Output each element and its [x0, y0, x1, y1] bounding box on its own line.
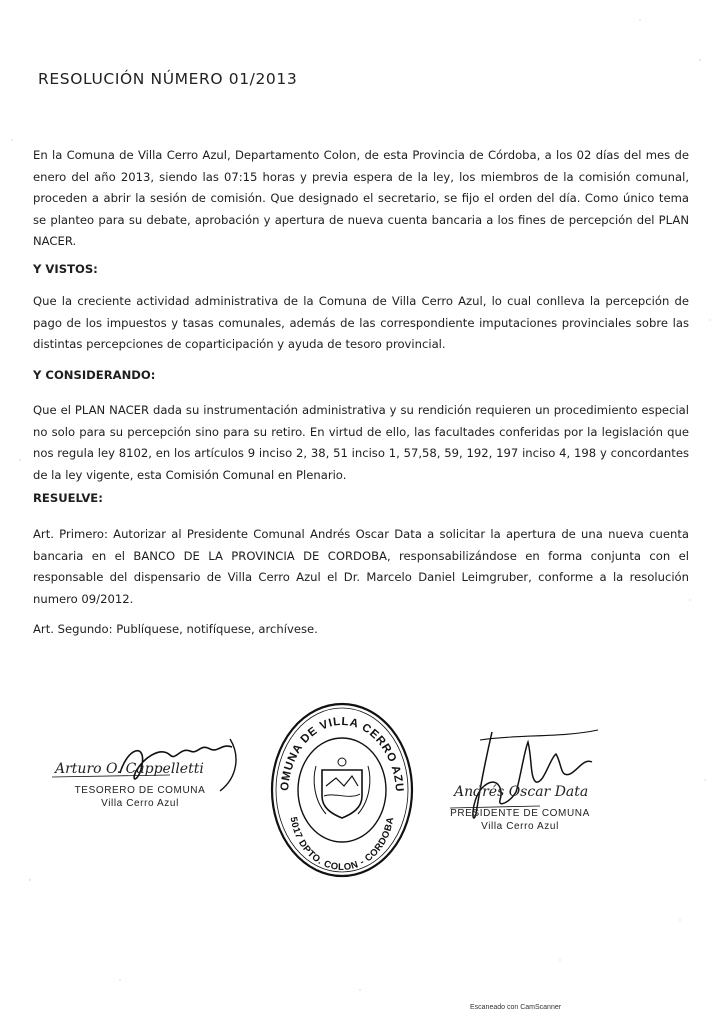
crest-icon	[314, 758, 370, 818]
article-segundo: Art. Segundo: Publíquese, notifíquese, archívese.	[33, 622, 318, 636]
svg-text:5017 DPTO. COLON - CORDOBA	[288, 816, 397, 873]
resolution-title: RESOLUCIÓN NÚMERO 01/2013	[38, 70, 298, 88]
article-primero: Art. Primero: Autorizar al Presidente Comunal Andrés Oscar Data a solicitar la apertura de una nueva cuenta bancaria en el BANCO DE LA PROVINCIA DE CORDOBA, responsabilizándose en forma conjunta con el responsable del dispensario de Villa Cerro Azul el Dr. Marcelo Daniel Leimgruber, conforme a la resolución numero 09/2012.	[33, 527, 689, 606]
considerando-paragraph: Que el PLAN NACER dada su instrumentación administrativa y su rendición requieren un procedimiento especial no solo para su percepción sino para su retiro. En virtud de ello, las facultades conferidas por la legislación que nos regula ley 8102, en los artículos 9 inciso 2, 38, 51 inciso 1, 57,58, 59, 192, 197 inciso 4, 198 y concordantes de la ley vigente, esta Comisión Comunal en Plenario.	[33, 403, 689, 482]
seal-top-text: OMUNA DE VILLA CERRO AZU	[278, 715, 406, 793]
president-locality: Villa Cerro Azul	[481, 821, 559, 832]
resuelve-heading: RESUELVE:	[33, 491, 103, 505]
treasurer-locality: Villa Cerro Azul	[101, 798, 179, 809]
scanner-watermark: Escaneado con CamScanner	[470, 1004, 562, 1011]
signature-president	[420, 718, 620, 838]
vistos-heading: Y VISTOS:	[33, 262, 98, 276]
seal-graphic	[268, 700, 416, 880]
signature-treasurer	[50, 725, 260, 825]
signature-president-scribble	[420, 718, 620, 838]
treasurer-name: Arturo O. Cappelletti	[55, 761, 204, 777]
vistos-paragraph: Que la creciente actividad administrativa de la Comuna de Villa Cerro Azul, lo cual conlleva la percepción de pago de los impuestos y tasas comunales, además de las correspondiente imputaciones provinciales sobre las distintas percepciones de coparticipación y ayuda de tesoro provincial.	[33, 294, 689, 351]
treasurer-role: TESORERO DE COMUNA	[74, 785, 206, 796]
considerando-heading: Y CONSIDERANDO:	[33, 368, 156, 382]
intro-paragraph: En la Comuna de Villa Cerro Azul, Departamento Colon, de esta Provincia de Córdoba, a los 02 días del mes de enero del año 2013, siendo las 07:15 horas y previa espera de la ley, los miembros de la comisión comunal, proceden a abrir la sesión de comisión. Que designado el secretario, se fijo el orden del día. Como único tema se planteo para su debate, aprobación y apertura de nueva cuenta bancaria a los fines de percepción del PLAN NACER.	[33, 148, 689, 248]
seal-bottom-text: 5017 DPTO. COLON - CORDOBA	[287, 815, 397, 874]
president-name: Andrés Oscar Data	[454, 784, 589, 800]
president-role: PRESIDENTE DE COMUNA	[450, 808, 590, 819]
community-seal	[268, 700, 416, 880]
